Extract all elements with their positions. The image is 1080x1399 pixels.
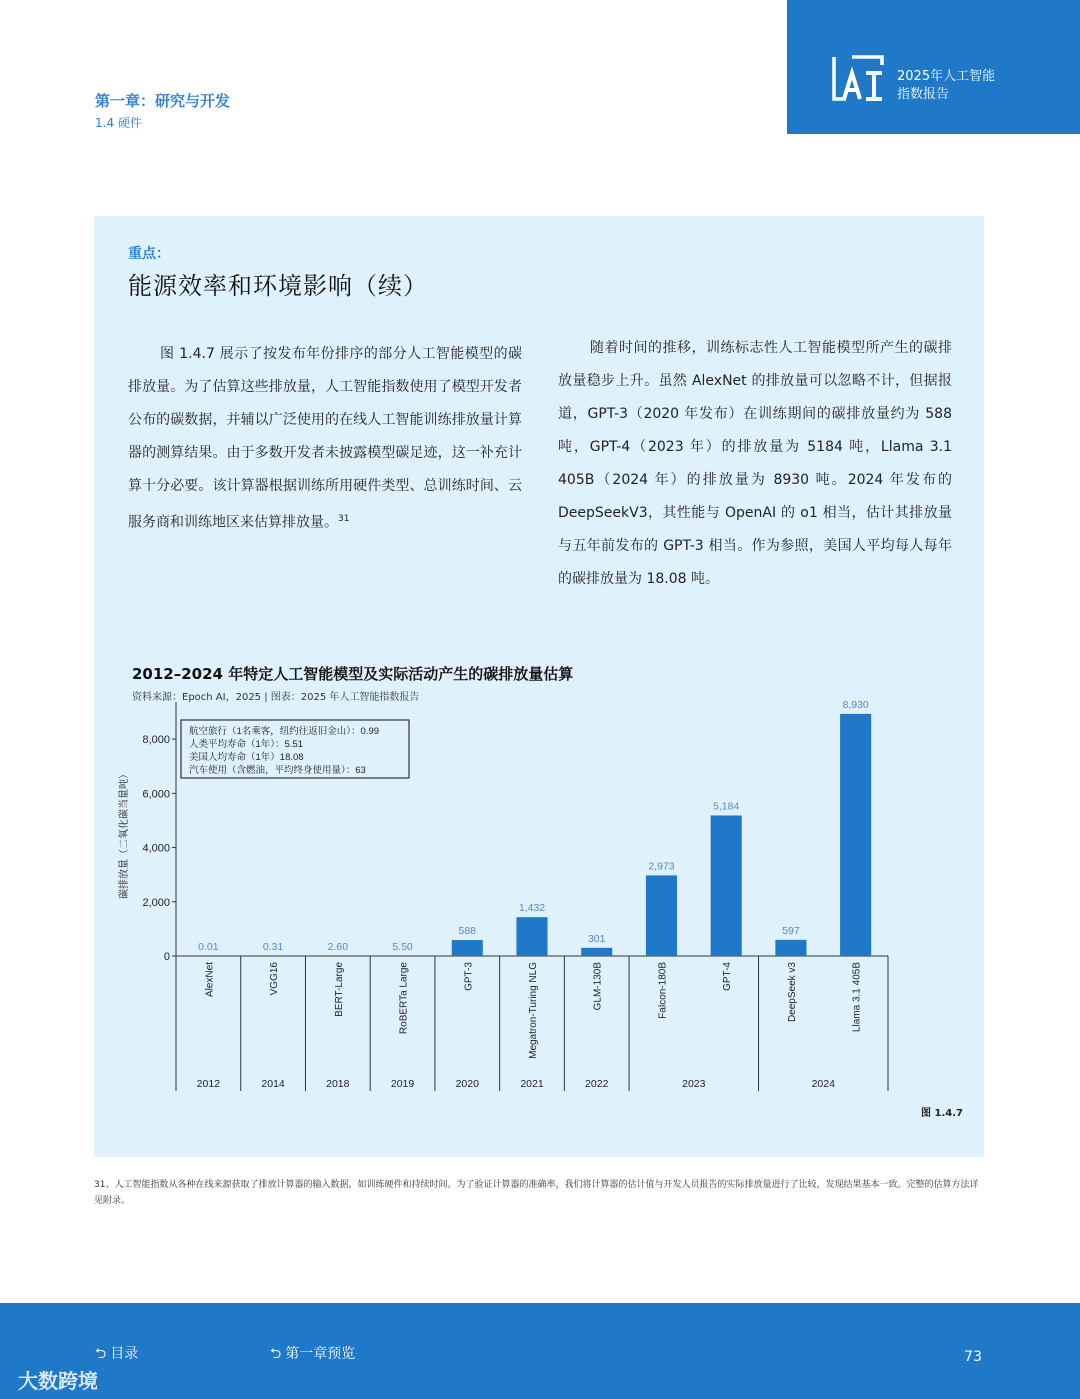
return-arrow-icon: ⮌: [270, 1346, 282, 1362]
bar-value-label: 2,973: [648, 860, 675, 873]
reference-box-line: 汽车使用（含燃油，平均终身使用量）：63: [189, 765, 366, 776]
bar-value-label: 1,432: [518, 902, 546, 915]
bar: [581, 948, 612, 956]
y-tick-label: 2,000: [142, 896, 170, 909]
bar-value-label: 588: [458, 925, 477, 938]
category-label: GPT-4: [722, 962, 734, 991]
return-arrow-icon: ⮌: [95, 1346, 107, 1362]
emissions-bar-chart: [94, 216, 984, 1157]
bar-value-label: 301: [587, 932, 606, 945]
brand-box: [787, 0, 1080, 134]
highlight-panel: [94, 216, 984, 1157]
bar: [516, 917, 547, 956]
chart-title: 2012–2024 年特定人工智能模型及实际活动产生的碳排放量估算: [132, 665, 574, 683]
footnote-ref[interactable]: 31: [338, 514, 350, 524]
year-label: 2019: [390, 1078, 415, 1090]
bar-value-label: 597: [782, 924, 800, 937]
reference-box-line: 人类平均寿命（1年）：5.51: [189, 739, 304, 750]
year-label: 2018: [326, 1078, 350, 1090]
highlight-kicker: 重点：: [128, 246, 170, 262]
paragraph-right: 随着时间的推移，训练标志性人工智能模型所产生的碳排放量稳步上升。虽然 AlexNet 的排放量可以忽略不计，但据报道，GPT-3（2020 年发布）在训练期间的碳排放量约为 588 吨，GPT-4（2023 年）的排放量为 5184 吨，Llama 3.1 405B（2024 年）的排放量为 8930 吨。2024 年发布的 DeepSeekV3，其性能与 OpenAI 的 o1 相当，估计其排放量与五年前发布的 GPT-3 相当。作为参照，美国人平均每人每年的碳排放量为 18.08 吨。: [558, 340, 952, 587]
brand-title: [897, 68, 995, 104]
y-tick-label: 0: [163, 951, 170, 963]
bar-value-label: 5,184: [713, 800, 740, 813]
footer-bar: [0, 1303, 1080, 1399]
category-label: AlexNet: [204, 962, 216, 998]
y-tick-label: 6,000: [142, 788, 170, 801]
bar-value-label: 0.01: [198, 940, 219, 953]
reference-box-line: 美国人均寿命（1年）18.08: [189, 752, 304, 763]
chapter-preview-label: 第一章预览: [285, 1346, 356, 1362]
year-label: 2020: [455, 1078, 479, 1090]
year-label: 2014: [261, 1078, 285, 1090]
bar-value-label: 2.60: [327, 940, 349, 953]
bar-value-label: 0.31: [262, 940, 284, 953]
chart-source: 资料来源：Epoch AI，2025 | 图表：2025 年人工智能指数报告: [132, 692, 420, 703]
category-label: Llama 3.1 405B: [851, 962, 863, 1033]
highlight-headline: 能源效率和环境影响（续）: [128, 272, 428, 300]
bar: [452, 940, 483, 956]
toc-link[interactable]: [95, 1343, 138, 1367]
bar: [711, 815, 742, 956]
brand-line-1: 2025年人工智能: [897, 69, 996, 84]
bar-value-label: 5.50: [392, 940, 413, 953]
category-label: GLM-130B: [592, 962, 604, 1011]
reference-box-line: 航空旅行（1名乘客，纽约往返旧金山）：0.99: [189, 726, 380, 737]
category-label: GPT-3: [463, 962, 475, 991]
y-tick-label: 4,000: [142, 842, 170, 855]
category-label: VGG16: [269, 962, 281, 996]
year-label: 2012: [196, 1078, 221, 1090]
brand-line-2: 指数报告: [897, 87, 950, 102]
bar: [775, 940, 806, 956]
ai-logo-icon: [832, 55, 884, 101]
chapter-subtitle: 1.4 硬件: [95, 116, 142, 130]
bar-value-label: 8,930: [842, 698, 869, 711]
chapter-preview-link[interactable]: [270, 1343, 355, 1367]
paragraph-left-text: 图 1.4.7 展示了按发布年份排序的部分人工智能模型的碳排放量。为了估算这些排放量，人工智能指数使用了模型开发者公布的碳数据，并辅以广泛使用的在线人工智能训练排放量计算器的测算结果。由于多数开发者未披露模型碳足迹，这一补充计算十分必要。该计算器根据训练所用硬件类型、总训练时间、云服务商和训练地区来估算排放量。: [128, 346, 522, 531]
bar: [840, 714, 871, 956]
year-label: 2023: [682, 1078, 706, 1090]
category-label: Megatron-Turing NLG: [528, 962, 539, 1059]
figure-label: 图 1.4.7: [921, 1108, 963, 1119]
y-tick-label: 8,000: [142, 734, 170, 747]
watermark: 大数跨境: [18, 1369, 98, 1393]
bar: [646, 875, 677, 956]
page-number: 73: [964, 1349, 982, 1365]
year-label: 2022: [585, 1078, 609, 1090]
category-label: RoBERTa Large: [398, 962, 410, 1035]
footnote: 31、人工智能指数从各种在线来源获取了排放计算器的输入数据，如训练硬件和持续时间。为了验证计算器的准确率，我们将计算器的估计值与开发人员报告的实际排放量进行了比较，发现结果基本一致。完整的估算方法详见附录。: [94, 1180, 979, 1206]
category-label: Falcon-180B: [657, 962, 669, 1019]
category-label: DeepSeek v3: [786, 962, 798, 1023]
category-label: BERT-Large: [333, 962, 345, 1017]
year-label: 2024: [811, 1078, 835, 1090]
year-label: 2021: [520, 1078, 544, 1090]
y-axis-label: 碳排放量（二氧化碳当量吨）: [119, 769, 130, 899]
chapter-title: 第一章：研究与开发: [95, 92, 231, 110]
toc-label: 目录: [110, 1346, 139, 1362]
